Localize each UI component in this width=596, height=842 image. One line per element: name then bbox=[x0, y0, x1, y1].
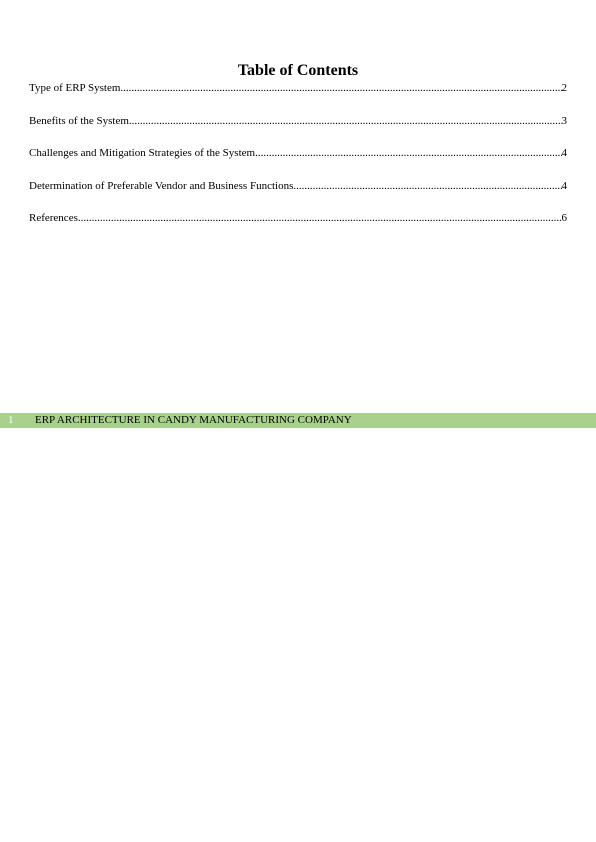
toc-dot-leader bbox=[129, 113, 562, 129]
toc-entry-benefits[interactable] bbox=[29, 113, 567, 129]
toc-entry-page: 6 bbox=[561, 212, 567, 224]
toc-entry-page: 3 bbox=[561, 114, 567, 127]
toc-entry-page: 4 bbox=[561, 179, 567, 192]
toc-entry-vendor[interactable] bbox=[29, 178, 567, 194]
toc-entry-type-of-erp-system[interactable] bbox=[29, 80, 567, 96]
toc-entry-references[interactable] bbox=[29, 210, 567, 226]
toc-entry-challenges[interactable] bbox=[29, 145, 567, 161]
toc-entry-page: 4 bbox=[561, 147, 567, 159]
running-header-bar bbox=[0, 413, 596, 428]
toc-title: Table of Contents bbox=[237, 62, 359, 79]
toc-dot-leader bbox=[255, 145, 561, 161]
toc-entry-page: 2 bbox=[561, 82, 567, 94]
toc-entry-text: Benefits of the System bbox=[29, 114, 129, 127]
toc-list bbox=[29, 80, 567, 226]
toc-dot-leader bbox=[78, 210, 562, 226]
toc-entry-text: References bbox=[29, 212, 78, 224]
toc-dot-leader bbox=[293, 178, 561, 194]
toc-entry-text: Type of ERP System bbox=[29, 82, 121, 94]
toc-entry-text: Determination of Preferable Vendor and Business Functions bbox=[29, 179, 294, 192]
page-number: 1 bbox=[8, 414, 14, 426]
running-title: ERP ARCHITECTURE IN CANDY MANUFACTURING COMPANY bbox=[35, 414, 352, 426]
toc-dot-leader bbox=[120, 80, 561, 96]
toc-entry-text: Challenges and Mitigation Strategies of the System bbox=[29, 147, 256, 159]
